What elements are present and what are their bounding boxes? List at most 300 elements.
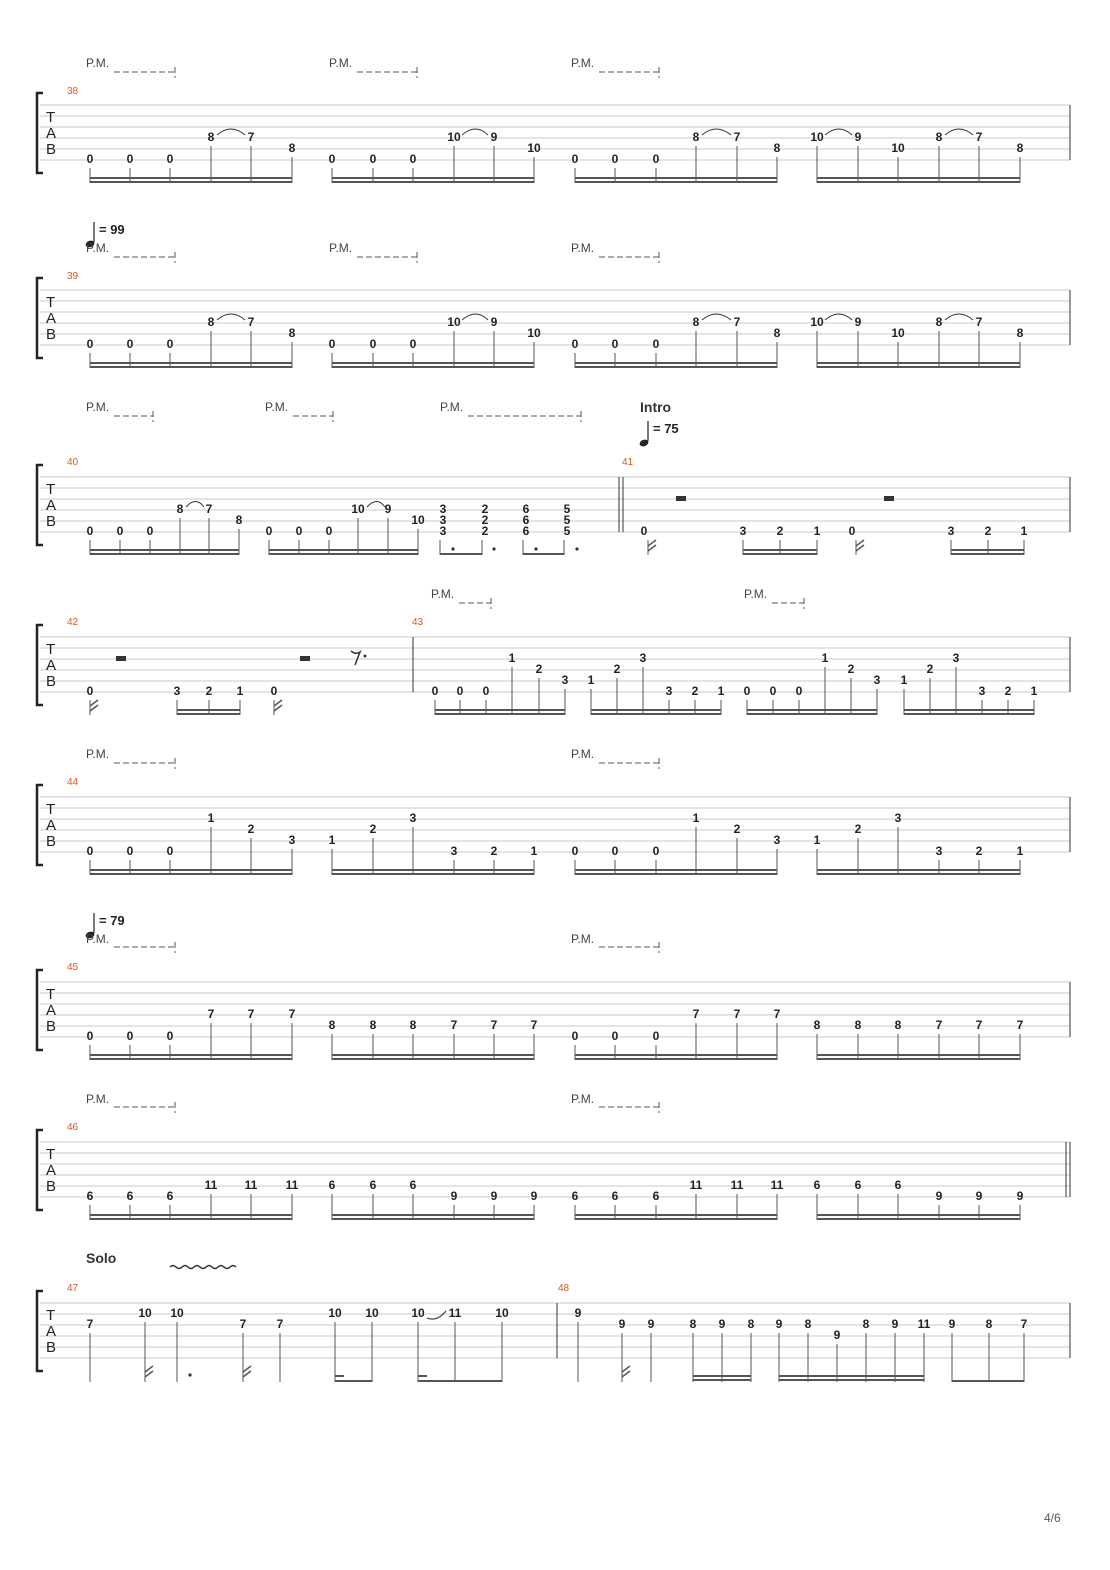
fret-number: 10 xyxy=(351,502,365,516)
system-2 xyxy=(37,222,1070,368)
fret-number: 8 xyxy=(935,315,943,329)
fret-number: 8 xyxy=(207,315,215,329)
fret-numbers xyxy=(87,651,1038,698)
fret-number: 7 xyxy=(733,130,741,144)
fret-number: 2 xyxy=(613,662,621,676)
fret-numbers xyxy=(87,1178,1024,1203)
fret-number: 11 xyxy=(730,1178,744,1192)
fret-number: 2 xyxy=(847,662,855,676)
fret-number: 0 xyxy=(146,524,154,538)
palm-mute-label: P.M. xyxy=(86,932,110,946)
fret-number: 0 xyxy=(652,1029,660,1043)
pm-brackets xyxy=(114,411,581,422)
tab-letter-a: A xyxy=(46,125,57,142)
fret-number: 3 xyxy=(947,524,955,538)
fret-number: 6 xyxy=(369,1178,377,1192)
fret-number: 3 xyxy=(665,684,673,698)
fret-number: 6 xyxy=(854,1178,862,1192)
fret-number: 0 xyxy=(611,152,619,166)
fret-number: 0 xyxy=(409,337,417,351)
tab-letter-a: A xyxy=(46,310,57,327)
fret-number: 1 xyxy=(236,684,244,698)
fret-number: 0 xyxy=(265,524,273,538)
fret-number: 10 xyxy=(527,141,541,155)
fret-number: 0 xyxy=(848,524,856,538)
fret-number: 0 xyxy=(116,524,124,538)
tempo-marking xyxy=(639,421,679,448)
fret-number: 8 xyxy=(854,1018,862,1032)
dots xyxy=(451,547,578,550)
fret-number: 2 xyxy=(776,524,784,538)
fret-numbers xyxy=(87,130,1024,166)
fret-number: 10 xyxy=(411,513,425,527)
palm-mute-label: P.M. xyxy=(571,56,595,70)
fret-number: 6 xyxy=(522,513,530,527)
fret-number: 6 xyxy=(813,1178,821,1192)
fret-number: 9 xyxy=(775,1317,783,1331)
fret-number: 9 xyxy=(854,130,862,144)
fret-number: 6 xyxy=(611,1189,619,1203)
palm-mute-label: P.M. xyxy=(571,932,595,946)
fret-number: 6 xyxy=(894,1178,902,1192)
fret-numbers xyxy=(87,1007,1024,1043)
fret-number: 6 xyxy=(409,1178,417,1192)
fret-number: 10 xyxy=(138,1306,152,1320)
stems xyxy=(90,1194,1020,1220)
fret-number: 1 xyxy=(207,811,215,825)
fret-number: 0 xyxy=(325,524,333,538)
fret-number: 2 xyxy=(926,662,934,676)
fret-number: 10 xyxy=(170,1306,184,1320)
fret-number: 9 xyxy=(948,1317,956,1331)
tab-letter-b: B xyxy=(46,141,57,158)
fret-numbers xyxy=(87,315,1024,351)
fret-number: 0 xyxy=(652,844,660,858)
fret-number: 0 xyxy=(652,152,660,166)
fret-number: 5 xyxy=(563,502,571,516)
fret-number: 8 xyxy=(862,1317,870,1331)
fret-number: 3 xyxy=(739,524,747,538)
beams xyxy=(90,1055,1020,1059)
fret-number: 7 xyxy=(207,1007,215,1021)
section-label: Intro xyxy=(640,399,672,415)
fret-number: 9 xyxy=(490,315,498,329)
fret-number: 7 xyxy=(1016,1018,1024,1032)
fret-number: 9 xyxy=(891,1317,899,1331)
fret-number: 2 xyxy=(205,684,213,698)
fret-number: 11 xyxy=(689,1178,703,1192)
fret-number: 8 xyxy=(1016,141,1024,155)
system-7 xyxy=(37,1092,1070,1220)
flags xyxy=(145,1366,630,1377)
fret-number: 0 xyxy=(571,337,579,351)
fret-number: 0 xyxy=(571,152,579,166)
tab-staff xyxy=(40,290,1070,345)
fret-number: 7 xyxy=(450,1018,458,1032)
fret-number: 2 xyxy=(481,524,489,538)
tab-letter-a: A xyxy=(46,657,57,674)
fret-number: 6 xyxy=(522,524,530,538)
palm-mute-label: P.M. xyxy=(329,56,353,70)
fret-number: 9 xyxy=(647,1317,655,1331)
fret-number: 7 xyxy=(205,502,213,516)
fret-number: 10 xyxy=(527,326,541,340)
fret-number: 8 xyxy=(288,141,296,155)
fret-number: 9 xyxy=(718,1317,726,1331)
measure-number: 43 xyxy=(412,617,424,628)
fret-number: 3 xyxy=(561,673,569,687)
palm-mute-label: P.M. xyxy=(329,241,353,255)
fret-number: 0 xyxy=(126,337,134,351)
fret-number: 3 xyxy=(773,833,781,847)
fret-number: 3 xyxy=(409,811,417,825)
fret-number: 7 xyxy=(288,1007,296,1021)
vibrato-icon xyxy=(170,1266,236,1269)
fret-number: 10 xyxy=(365,1306,379,1320)
fret-number: 0 xyxy=(126,1029,134,1043)
fret-number: 11 xyxy=(770,1178,784,1192)
fret-number: 0 xyxy=(369,337,377,351)
fret-number: 7 xyxy=(773,1007,781,1021)
tab-letter-a: A xyxy=(46,1162,57,1179)
fret-number: 8 xyxy=(692,130,700,144)
fret-number: 6 xyxy=(571,1189,579,1203)
palm-mute-label: P.M. xyxy=(571,747,595,761)
fret-number: 0 xyxy=(431,684,439,698)
fret-number: 3 xyxy=(935,844,943,858)
palm-mute-label: P.M. xyxy=(744,587,768,601)
fret-number: 3 xyxy=(639,651,647,665)
fret-number: 3 xyxy=(439,513,447,527)
fret-number: 2 xyxy=(854,822,862,836)
palm-mute-label: P.M. xyxy=(440,400,464,414)
page-number: 4/6 xyxy=(1044,1511,1061,1525)
fret-number: 8 xyxy=(894,1018,902,1032)
tab-letter-t: T xyxy=(46,109,56,126)
beams xyxy=(90,178,1020,182)
system-1 xyxy=(37,56,1070,183)
fret-number: 10 xyxy=(447,130,461,144)
tab-staff xyxy=(40,477,1070,532)
fret-number: 0 xyxy=(328,152,336,166)
tab-letter-t: T xyxy=(46,1307,56,1324)
fret-number: 11 xyxy=(204,1178,218,1192)
fret-number: 11 xyxy=(285,1178,299,1192)
fret-number: 8 xyxy=(773,326,781,340)
fret-number: 7 xyxy=(247,130,255,144)
tab-staff xyxy=(40,797,1070,852)
tab-letter-t: T xyxy=(46,986,56,1003)
fret-number: 3 xyxy=(288,833,296,847)
fret-number: 8 xyxy=(985,1317,993,1331)
tab-letter-t: T xyxy=(46,1146,56,1163)
fret-number: 1 xyxy=(900,673,908,687)
tab-letter-a: A xyxy=(46,1323,57,1340)
system-5 xyxy=(37,747,1070,875)
fret-number: 0 xyxy=(795,684,803,698)
fret-number: 0 xyxy=(86,337,94,351)
palm-mute-label: P.M. xyxy=(265,400,289,414)
fret-number: 0 xyxy=(86,1029,94,1043)
fret-number: 8 xyxy=(369,1018,377,1032)
tab-letter-b: B xyxy=(46,1339,57,1356)
fret-number: 8 xyxy=(689,1317,697,1331)
dot xyxy=(188,1373,191,1376)
fret-number: 9 xyxy=(574,1306,582,1320)
fret-number: 0 xyxy=(166,1029,174,1043)
fret-number: 0 xyxy=(166,337,174,351)
slide-icon xyxy=(427,1311,446,1319)
fret-number: 6 xyxy=(166,1189,174,1203)
system-6 xyxy=(37,913,1070,1060)
tab-letter-a: A xyxy=(46,817,57,834)
fret-number: 5 xyxy=(563,524,571,538)
fret-number: 9 xyxy=(1016,1189,1024,1203)
fret-number: 0 xyxy=(86,152,94,166)
fret-number: 9 xyxy=(490,1189,498,1203)
fret-number: 7 xyxy=(733,1007,741,1021)
beams xyxy=(90,550,1024,554)
fret-number: 9 xyxy=(384,502,392,516)
fret-number: 8 xyxy=(288,326,296,340)
fret-number: 2 xyxy=(535,662,543,676)
fret-number: 7 xyxy=(975,130,983,144)
palm-mute-label: P.M. xyxy=(86,747,110,761)
tab-letter-t: T xyxy=(46,641,56,658)
tab-staff xyxy=(40,982,1070,1037)
fret-number: 0 xyxy=(126,152,134,166)
fret-number: 6 xyxy=(522,502,530,516)
fret-number: 1 xyxy=(717,684,725,698)
fret-number: 10 xyxy=(328,1306,342,1320)
fret-number: 0 xyxy=(571,1029,579,1043)
fret-number: 0 xyxy=(456,684,464,698)
fret-number: 1 xyxy=(587,673,595,687)
fret-number: 1 xyxy=(1030,684,1038,698)
fret-number: 0 xyxy=(743,684,751,698)
fret-number: 11 xyxy=(448,1306,462,1320)
tab-letter-a: A xyxy=(46,497,57,514)
fret-number: 3 xyxy=(873,673,881,687)
measure-number: 39 xyxy=(67,271,79,282)
fret-number: 1 xyxy=(1020,524,1028,538)
tempo-value: = 75 xyxy=(653,421,679,436)
fret-number: 7 xyxy=(1020,1317,1028,1331)
palm-mute-label: P.M. xyxy=(431,587,455,601)
tab-staff xyxy=(40,637,1070,692)
fret-number: 0 xyxy=(86,844,94,858)
tab-letter-b: B xyxy=(46,1178,57,1195)
section-label: Solo xyxy=(86,1250,117,1266)
fret-number: 2 xyxy=(975,844,983,858)
fret-number: 10 xyxy=(810,130,824,144)
fret-number: 1 xyxy=(813,833,821,847)
fret-number: 8 xyxy=(935,130,943,144)
measure-number: 41 xyxy=(622,457,634,468)
palm-mute-label: P.M. xyxy=(86,400,110,414)
measure-number: 42 xyxy=(67,617,79,628)
fret-number: 0 xyxy=(611,844,619,858)
fret-number: 0 xyxy=(328,337,336,351)
beams xyxy=(90,870,1020,874)
fret-number: 9 xyxy=(530,1189,538,1203)
fret-number: 0 xyxy=(769,684,777,698)
fret-number: 8 xyxy=(813,1018,821,1032)
measure-number: 44 xyxy=(67,777,79,788)
fret-number: 8 xyxy=(235,513,243,527)
palm-mute-label: P.M. xyxy=(86,241,110,255)
fret-number: 8 xyxy=(328,1018,336,1032)
fret-number: 3 xyxy=(439,502,447,516)
beams xyxy=(90,363,1020,367)
fret-number: 1 xyxy=(821,651,829,665)
fret-number: 9 xyxy=(833,1328,841,1342)
tab-letter-b: B xyxy=(46,513,57,530)
fret-number: 0 xyxy=(86,684,94,698)
system-3 xyxy=(37,399,1070,555)
fret-number: 1 xyxy=(508,651,516,665)
fret-number: 7 xyxy=(490,1018,498,1032)
stems xyxy=(90,827,1020,875)
fret-number: 8 xyxy=(409,1018,417,1032)
fret-number: 7 xyxy=(692,1007,700,1021)
system-4 xyxy=(37,587,1070,715)
measure-number: 47 xyxy=(67,1283,79,1294)
fret-number: 10 xyxy=(891,326,905,340)
tab-staff xyxy=(40,1303,1070,1358)
fret-number: 9 xyxy=(854,315,862,329)
beams xyxy=(335,1376,1024,1381)
fret-number: 9 xyxy=(618,1317,626,1331)
fret-number: 0 xyxy=(270,684,278,698)
tab-staff xyxy=(40,1142,1070,1197)
measure-number: 46 xyxy=(67,1122,79,1133)
fret-number: 0 xyxy=(571,844,579,858)
fret-number: 0 xyxy=(126,844,134,858)
fret-number: 6 xyxy=(328,1178,336,1192)
system-8 xyxy=(37,1250,1070,1382)
tab-letter-b: B xyxy=(46,673,57,690)
rests xyxy=(116,651,367,665)
fret-number: 6 xyxy=(126,1189,134,1203)
fret-number: 2 xyxy=(369,822,377,836)
fret-number: 3 xyxy=(952,651,960,665)
measure-number: 45 xyxy=(67,962,79,973)
fret-number: 2 xyxy=(691,684,699,698)
palm-mute-label: P.M. xyxy=(571,241,595,255)
fret-number: 6 xyxy=(86,1189,94,1203)
fret-number: 2 xyxy=(1004,684,1012,698)
fret-number: 6 xyxy=(652,1189,660,1203)
fret-number: 2 xyxy=(247,822,255,836)
fret-number: 0 xyxy=(409,152,417,166)
fret-number: 0 xyxy=(611,1029,619,1043)
beams xyxy=(90,1215,1020,1219)
fret-number: 9 xyxy=(935,1189,943,1203)
fret-number: 10 xyxy=(495,1306,509,1320)
tab-letter-t: T xyxy=(46,294,56,311)
fret-number: 1 xyxy=(328,833,336,847)
fret-number: 0 xyxy=(295,524,303,538)
tempo-value: = 99 xyxy=(99,222,125,237)
tab-letter-b: B xyxy=(46,326,57,343)
fret-number: 7 xyxy=(276,1317,284,1331)
fret-numbers xyxy=(87,811,1024,858)
fret-number: 0 xyxy=(166,844,174,858)
fret-number: 1 xyxy=(813,524,821,538)
fret-number: 10 xyxy=(411,1306,425,1320)
tab-letter-t: T xyxy=(46,481,56,498)
fret-numbers xyxy=(87,502,1028,538)
fret-number: 5 xyxy=(563,513,571,527)
fret-number: 3 xyxy=(439,524,447,538)
palm-mute-label: P.M. xyxy=(86,56,110,70)
measure-number: 40 xyxy=(67,457,79,468)
fret-number: 11 xyxy=(917,1317,931,1331)
fret-number: 7 xyxy=(247,1007,255,1021)
fret-number: 7 xyxy=(86,1317,94,1331)
fret-number: 0 xyxy=(652,337,660,351)
fret-number: 7 xyxy=(935,1018,943,1032)
fret-number: 9 xyxy=(450,1189,458,1203)
fret-number: 0 xyxy=(611,337,619,351)
fret-number: 8 xyxy=(176,502,184,516)
tab-letter-b: B xyxy=(46,1018,57,1035)
fret-number: 2 xyxy=(733,822,741,836)
fret-number: 7 xyxy=(733,315,741,329)
fret-number: 2 xyxy=(984,524,992,538)
tab-staff xyxy=(40,105,1070,160)
fret-number: 7 xyxy=(975,315,983,329)
fret-number: 8 xyxy=(207,130,215,144)
beams xyxy=(177,710,1034,714)
fret-number: 8 xyxy=(692,315,700,329)
fret-number: 8 xyxy=(747,1317,755,1331)
fret-number: 8 xyxy=(1016,326,1024,340)
tab-letter-t: T xyxy=(46,801,56,818)
fret-number: 9 xyxy=(490,130,498,144)
fret-number: 2 xyxy=(481,502,489,516)
fret-number: 2 xyxy=(490,844,498,858)
fret-number: 0 xyxy=(482,684,490,698)
fret-number: 3 xyxy=(173,684,181,698)
fret-number: 9 xyxy=(975,1189,983,1203)
fret-number: 7 xyxy=(239,1317,247,1331)
tab-letter-a: A xyxy=(46,1002,57,1019)
fret-number: 0 xyxy=(166,152,174,166)
fret-number: 1 xyxy=(692,811,700,825)
fret-number: 7 xyxy=(247,315,255,329)
fret-number: 10 xyxy=(447,315,461,329)
fret-number: 0 xyxy=(640,524,648,538)
fret-number: 10 xyxy=(891,141,905,155)
fret-number: 3 xyxy=(894,811,902,825)
fret-number: 3 xyxy=(450,844,458,858)
fret-number: 0 xyxy=(369,152,377,166)
fret-number: 8 xyxy=(773,141,781,155)
palm-mute-label: P.M. xyxy=(86,1092,110,1106)
fret-number: 7 xyxy=(530,1018,538,1032)
fret-number: 2 xyxy=(481,513,489,527)
fret-number: 1 xyxy=(1016,844,1024,858)
palm-mute-label: P.M. xyxy=(571,1092,595,1106)
fret-number: 1 xyxy=(530,844,538,858)
measure-number: 38 xyxy=(67,86,79,97)
tab-letter-b: B xyxy=(46,833,57,850)
fret-number: 8 xyxy=(804,1317,812,1331)
fret-number: 0 xyxy=(86,524,94,538)
fret-number: 10 xyxy=(810,315,824,329)
